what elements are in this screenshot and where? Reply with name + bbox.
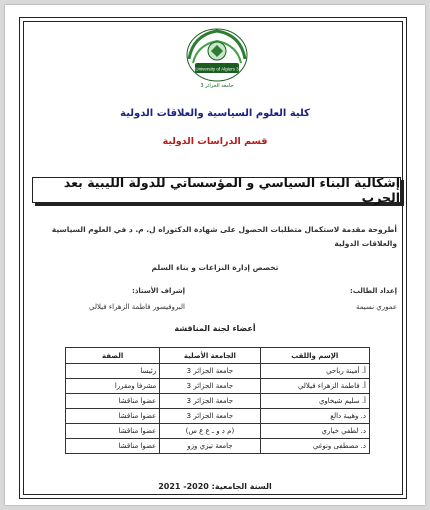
member-role: عضوا مناقشا xyxy=(66,424,160,439)
table-row xyxy=(66,409,370,424)
committee-table-header xyxy=(66,348,370,364)
faculty-name: كلية العلوم السياسية والعلاقات الدولية xyxy=(120,108,310,119)
member-role: رئيسا xyxy=(66,364,160,379)
committee-table xyxy=(65,347,370,454)
member-university: جامعة الجزائر 3 xyxy=(160,379,260,394)
member-role: عضوا مناقشا xyxy=(66,409,160,424)
member-name: أ. سليم شيخاوي xyxy=(260,394,369,409)
member-university: (م د و ـ ع ع س) xyxy=(160,424,260,439)
member-name: أ. أمينة رباحي xyxy=(260,364,369,379)
header-role: الصفة xyxy=(66,348,160,364)
member-name: د. مصطفى ونوغي xyxy=(260,439,369,454)
member-university: جامعة الجزائر 3 xyxy=(160,364,260,379)
member-role: مشرفا ومقررا xyxy=(66,379,160,394)
committee-title: أعضاء لجنة المناقشة xyxy=(174,324,256,333)
table-row xyxy=(66,394,370,409)
prepared-by-name: عموري نسيمة xyxy=(355,303,397,311)
university-logo xyxy=(173,25,261,101)
supervised-by-name: البروفيسور فاطمة الزهراء فيلالي xyxy=(89,303,185,311)
member-university: جامعة الجزائر 3 xyxy=(160,394,260,409)
member-name: د. لطفي خياري xyxy=(260,424,369,439)
logo-latin-text: University of Algiers 3 xyxy=(195,66,239,72)
thesis-title: إشكالية البناء السياسي و المؤسساتي للدولة الليبية بعد الحرب xyxy=(63,175,400,205)
member-university: جامعة تيزي وزو xyxy=(160,439,260,454)
supervised-by-label: إشراف الأستاذ: xyxy=(132,287,185,295)
academic-year: السنة الجامعية: 2020- 2021 xyxy=(158,482,272,491)
table-row xyxy=(66,439,370,454)
table-row xyxy=(66,379,370,394)
thesis-description: أطروحة مقدمة لاستكمال متطلبات الحصول على شهادة الدكتوراه ل. م. د في العلوم السياسية والعلاقات الدولية xyxy=(51,225,397,248)
document-page xyxy=(5,5,425,505)
header-name: الإسم واللقب xyxy=(260,348,369,364)
thesis-title-box xyxy=(32,177,401,203)
member-name: د. وهيبة دالع xyxy=(260,409,369,424)
table-row xyxy=(66,364,370,379)
member-role: عضوا مناقشا xyxy=(66,394,160,409)
prepared-by-label: إعداد الطالب: xyxy=(350,287,397,295)
specialization: تخصص إدارة النزاعات و بناء السلم xyxy=(151,263,279,272)
department-name: قسم الدراسات الدولية xyxy=(162,136,268,147)
header-university: الجامعة الأصلية xyxy=(160,348,260,364)
logo-arabic-text: جامعة الجزائر 3 xyxy=(200,83,234,89)
member-university: جامعة الجزائر 3 xyxy=(160,409,260,424)
member-name: أ. فاطمة الزهراء فيلالي xyxy=(260,379,369,394)
member-role: عضوا مناقشا xyxy=(66,439,160,454)
table-row xyxy=(66,424,370,439)
